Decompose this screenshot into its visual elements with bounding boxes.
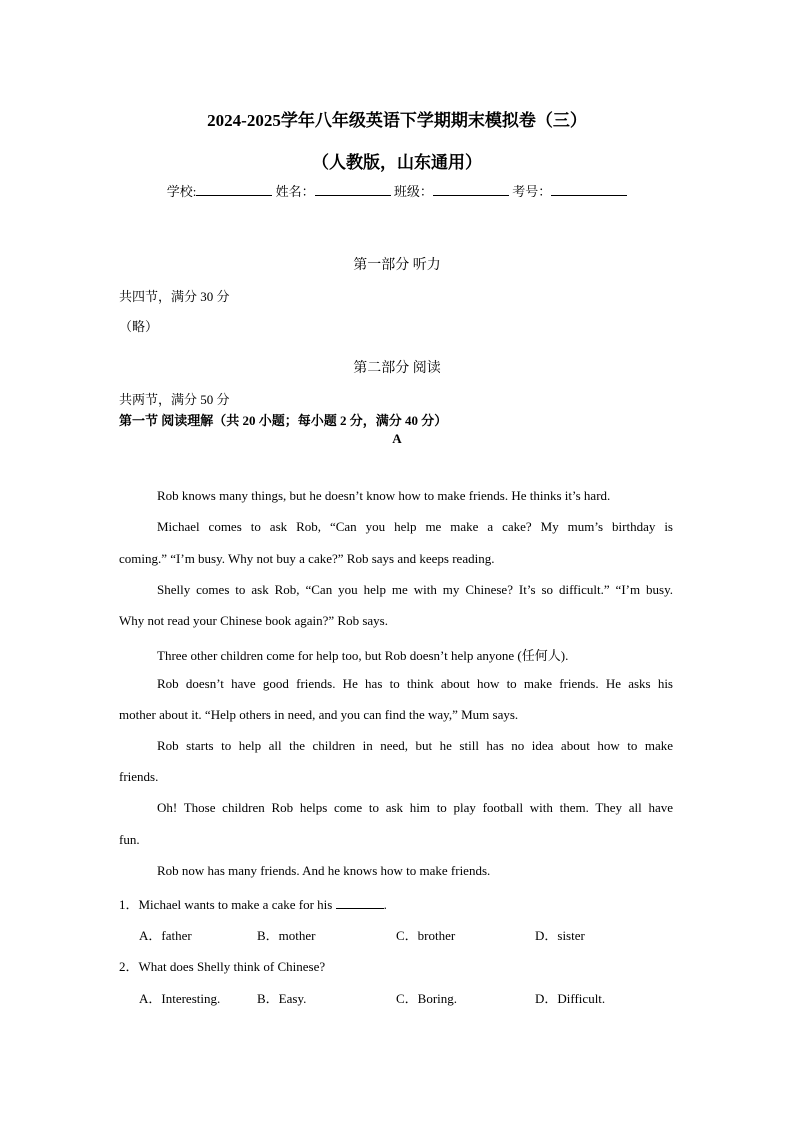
exam-subtitle: （人教版，山东通用） [312,153,482,172]
question-1-option-b[interactable]: B．mother [257,928,316,943]
part2-description: 共两节，满分 50 分 [119,392,230,407]
passage-paragraph-6-line-1: Rob starts to help all the children in need, but he still has no idea about how to make [157,738,673,753]
passage-paragraph-8: Rob now has many friends. And he knows how to make friends. [157,863,491,878]
number-label: 考号： [512,184,552,199]
passage-paragraph-2-line-1: Michael comes to ask Rob, “Can you help me make a cake? My mum’s birthday is [157,519,673,534]
question-2-stem: 2．What does Shelly think of Chinese? [119,959,326,974]
question-1-end: . [383,897,387,912]
name-blank[interactable] [315,183,391,196]
passage-paragraph-3-line-2: Why not read your Chinese book again?” Rob says. [119,613,388,628]
class-blank[interactable] [433,183,509,196]
passage-paragraph-4: Three other children come for help too, but Rob doesn’t help anyone (任何人). [157,648,569,663]
school-label: 学校: [166,184,197,199]
question-1-option-c[interactable]: C．brother [396,928,456,943]
part2-heading: 第二部分 阅读 [353,361,441,376]
passage-paragraph-7-line-1: Oh! Those children Rob helps come to ask him to play football with them. They all have [157,800,673,815]
passage-paragraph-5-line-2: mother about it. “Help others in need, and you can find the way,” Mum says. [119,707,519,722]
part1-heading: 第一部分 听力 [353,258,441,273]
class-label: 班级： [393,184,433,199]
question-2-option-c[interactable]: C．Boring. [396,991,458,1006]
passage-paragraph-6-line-2: friends. [119,769,159,784]
section1-heading: 第一节 阅读理解（共 20 小题；每小题 2 分，满分 40 分） [119,413,448,428]
passage-paragraph-1: Rob knows many things, but he doesn’t know how to make friends. He thinks it’s hard. [157,488,611,503]
part1-description: 共四节，满分 30 分 [119,289,230,304]
question-1-option-a[interactable]: A．father [139,928,192,943]
question-2-option-a[interactable]: A．Interesting. [139,991,221,1006]
passage-paragraph-3-line-1: Shelly comes to ask Rob, “Can you help me with my Chinese? It’s so difficult.” “I’m busy. [157,582,673,597]
question-2-option-b[interactable]: B．Easy. [257,991,307,1006]
question-2-option-d[interactable]: D．Difficult. [535,991,606,1006]
school-blank[interactable] [196,183,272,196]
part1-omitted: （略） [119,319,159,334]
question-1-stem [119,894,387,913]
name-label: 姓名： [275,184,315,199]
passage-paragraph-5-line-1: Rob doesn’t have good friends. He has to think about how to make friends. He asks his [157,676,673,691]
student-info-row [0,181,794,200]
number-blank[interactable] [551,183,627,196]
exam-title: 2024-2025学年八年级英语下学期期末模拟卷（三） [207,111,587,130]
passage-label: A [392,431,402,446]
passage-paragraph-2-line-2: coming.” “I’m busy. Why not buy a cake?” Rob says and keeps reading. [119,551,495,566]
question-1-text: 1．Michael wants to make a cake for his [119,897,333,912]
passage-paragraph-7-line-2: fun. [119,832,140,847]
question-1-option-d[interactable]: D．sister [535,928,585,943]
question-1-answer-blank[interactable] [336,897,384,909]
